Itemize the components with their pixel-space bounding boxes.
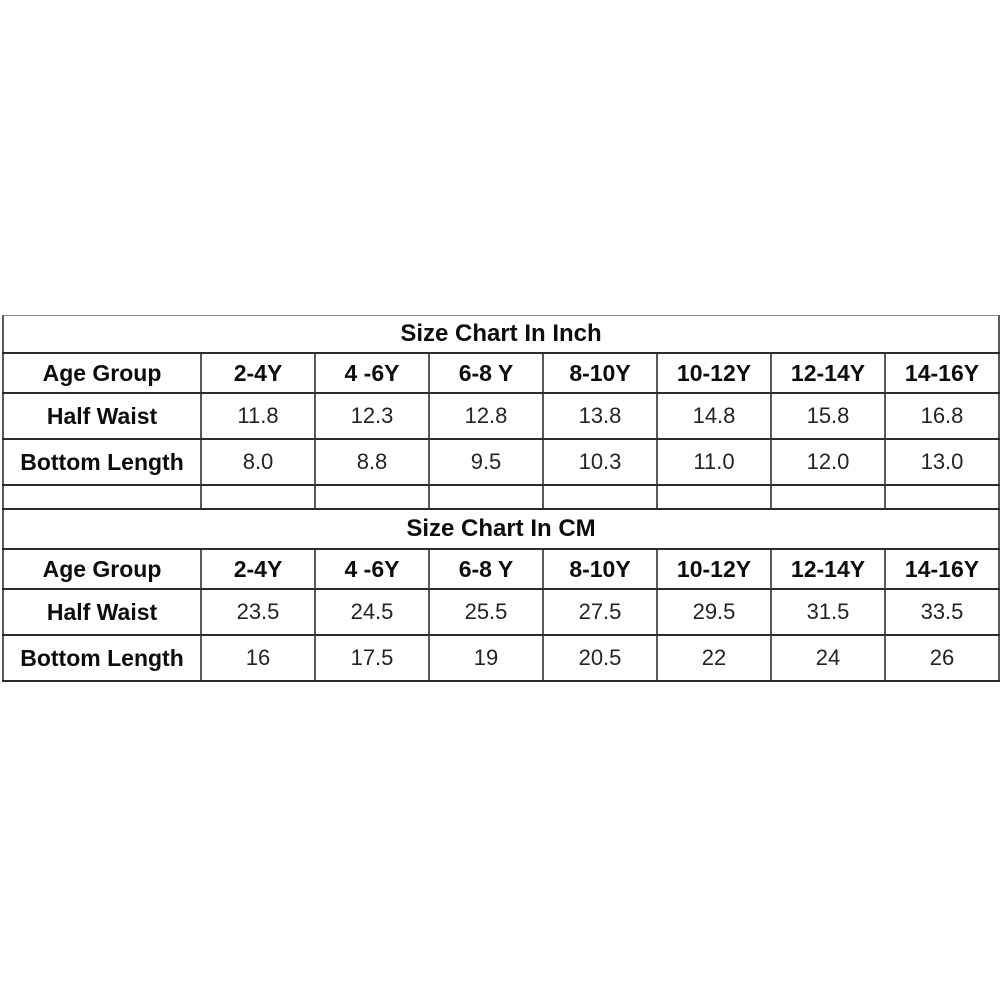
spacer-cell <box>429 485 543 509</box>
inch-half-waist-row <box>3 393 999 439</box>
spacer-cell <box>543 485 657 509</box>
inch-bottom-length-value: 13.0 <box>885 439 999 485</box>
cm-header-age-group: Age Group <box>3 549 201 589</box>
cm-header-col: 4 -6Y <box>315 549 429 589</box>
inch-half-waist-value: 12.3 <box>315 393 429 439</box>
inch-header-age-group: Age Group <box>3 353 201 393</box>
cm-half-waist-value: 33.5 <box>885 589 999 635</box>
spacer-cell <box>201 485 315 509</box>
spacer-row <box>3 485 999 509</box>
cm-half-waist-value: 29.5 <box>657 589 771 635</box>
inch-bottom-length-value: 9.5 <box>429 439 543 485</box>
cm-bottom-length-value: 24 <box>771 635 885 681</box>
inch-bottom-length-row <box>3 439 999 485</box>
inch-half-waist-value: 14.8 <box>657 393 771 439</box>
inch-header-col: 8-10Y <box>543 353 657 393</box>
inch-bottom-length-value: 8.8 <box>315 439 429 485</box>
cm-header-col: 12-14Y <box>771 549 885 589</box>
cm-bottom-length-row <box>3 635 999 681</box>
inch-half-waist-value: 11.8 <box>201 393 315 439</box>
cm-bottom-length-value: 19 <box>429 635 543 681</box>
inch-half-waist-value: 15.8 <box>771 393 885 439</box>
cm-header-col: 10-12Y <box>657 549 771 589</box>
inch-bottom-length-value: 12.0 <box>771 439 885 485</box>
cm-half-waist-value: 25.5 <box>429 589 543 635</box>
cm-bottom-length-value: 17.5 <box>315 635 429 681</box>
cm-half-waist-label: Half Waist <box>3 589 201 635</box>
cm-header-col: 8-10Y <box>543 549 657 589</box>
inch-table-title: Size Chart In Inch <box>3 316 999 354</box>
spacer-cell <box>885 485 999 509</box>
cm-table-title-row <box>3 509 999 549</box>
inch-header-col: 14-16Y <box>885 353 999 393</box>
inch-half-waist-value: 16.8 <box>885 393 999 439</box>
inch-table-title-row <box>3 316 999 354</box>
inch-half-waist-value: 13.8 <box>543 393 657 439</box>
inch-header-col: 10-12Y <box>657 353 771 393</box>
cm-bottom-length-value: 20.5 <box>543 635 657 681</box>
cm-table-header-row <box>3 549 999 589</box>
inch-header-col: 6-8 Y <box>429 353 543 393</box>
cm-half-waist-value: 31.5 <box>771 589 885 635</box>
inch-header-col: 12-14Y <box>771 353 885 393</box>
cm-half-waist-value: 27.5 <box>543 589 657 635</box>
spacer-cell <box>3 485 201 509</box>
size-chart-table <box>2 315 1000 682</box>
inch-header-col: 4 -6Y <box>315 353 429 393</box>
cm-bottom-length-value: 26 <box>885 635 999 681</box>
inch-half-waist-label: Half Waist <box>3 393 201 439</box>
inch-bottom-length-label: Bottom Length <box>3 439 201 485</box>
cm-bottom-length-value: 16 <box>201 635 315 681</box>
cm-half-waist-value: 23.5 <box>201 589 315 635</box>
inch-table-header-row <box>3 353 999 393</box>
inch-bottom-length-value: 8.0 <box>201 439 315 485</box>
cm-half-waist-row <box>3 589 999 635</box>
cm-header-col: 14-16Y <box>885 549 999 589</box>
cm-half-waist-value: 24.5 <box>315 589 429 635</box>
cm-header-col: 2-4Y <box>201 549 315 589</box>
spacer-cell <box>315 485 429 509</box>
inch-bottom-length-value: 10.3 <box>543 439 657 485</box>
inch-bottom-length-value: 11.0 <box>657 439 771 485</box>
spacer-cell <box>771 485 885 509</box>
cm-table-title: Size Chart In CM <box>3 509 999 549</box>
cm-bottom-length-value: 22 <box>657 635 771 681</box>
inch-header-col: 2-4Y <box>201 353 315 393</box>
cm-header-col: 6-8 Y <box>429 549 543 589</box>
inch-half-waist-value: 12.8 <box>429 393 543 439</box>
cm-bottom-length-label: Bottom Length <box>3 635 201 681</box>
spacer-cell <box>657 485 771 509</box>
